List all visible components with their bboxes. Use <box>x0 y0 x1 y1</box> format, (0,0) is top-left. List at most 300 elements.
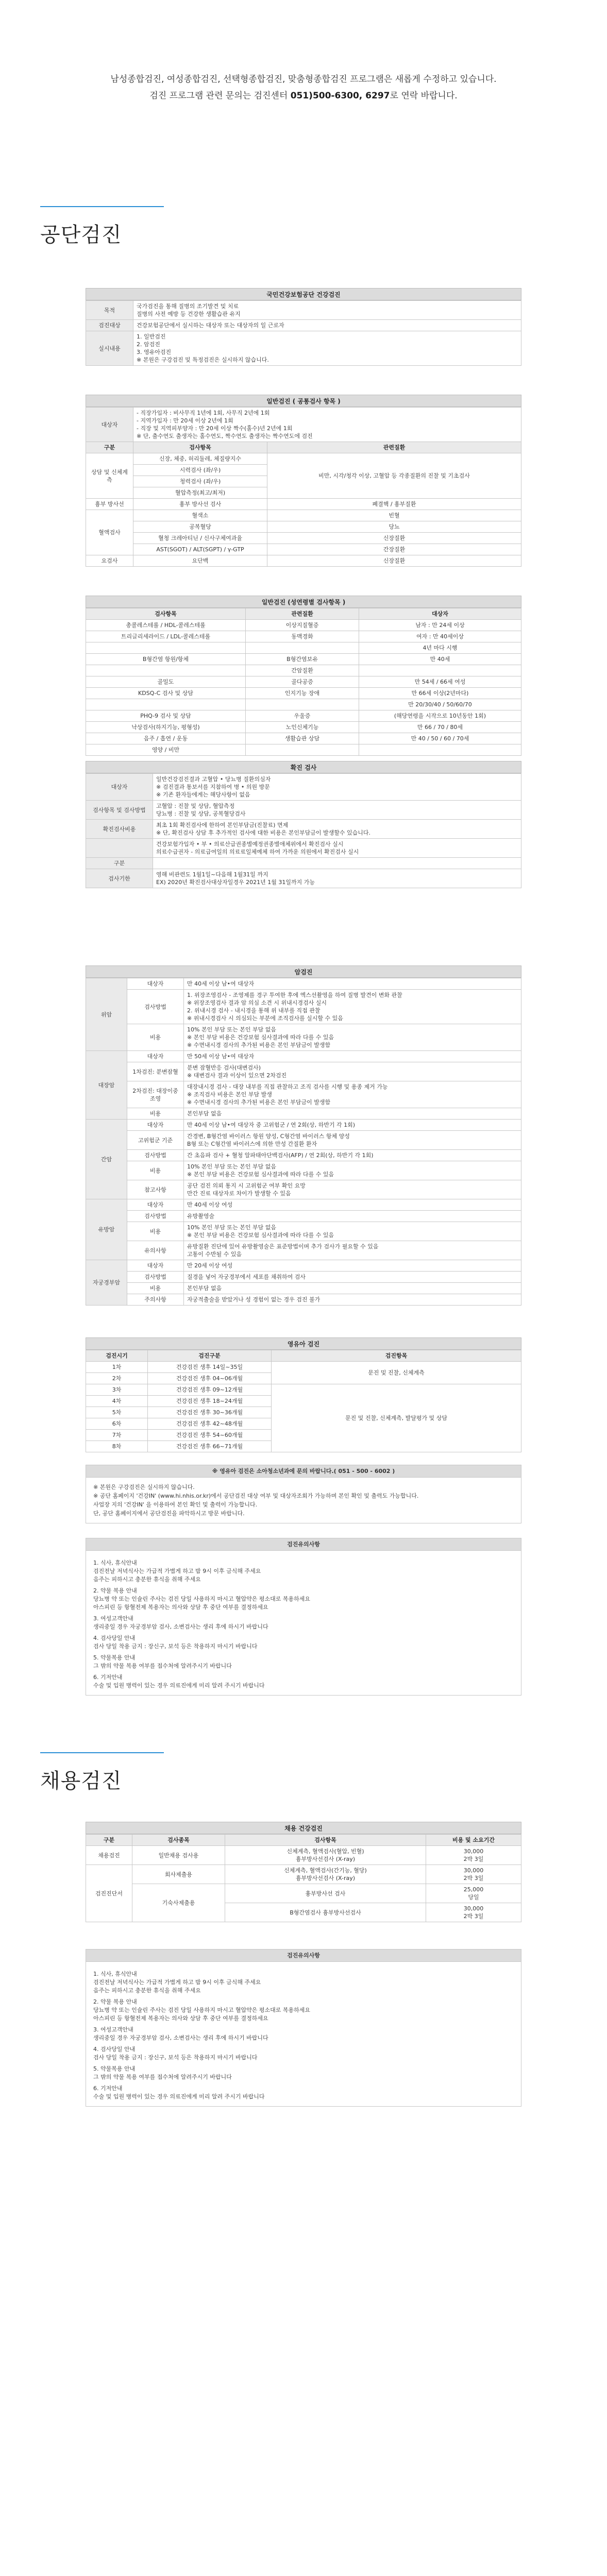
row-line: 간 초음파 검사 + 혈청 알파태아단백검사(AFP) / 연 2회(상, 하반기 각 1회) <box>187 1152 374 1159</box>
table-row: 시력검사 (좌/우) <box>86 465 521 476</box>
row-key: 대상자 <box>127 978 184 990</box>
row-value <box>184 1120 521 1131</box>
section-accent-bar <box>40 1752 164 1753</box>
row-line: 최초 1회 확진검사에 한하여 본인부담금(진찰료) 면제 <box>156 822 289 828</box>
row-value <box>184 978 521 990</box>
table-row <box>86 1051 521 1062</box>
caution-item-text: 검사 당일 착용 금지 : 장신구, 보석 등은 착용하지 마시기 바랍니다 <box>93 2054 258 2061</box>
table-row <box>86 733 521 744</box>
table-row <box>86 688 521 699</box>
row-value <box>184 990 521 1024</box>
caution-item-text: 음주는 피하시고 충분한 휴식을 취해 주세요 <box>93 1576 201 1583</box>
caution-item-text: 아스피린 등 항혈전제 복용자는 의사와 상담 후 중단 여부를 결정하세요 <box>93 1604 268 1611</box>
row-line: 고혈압 : 진찰 및 상담, 혈압측정 <box>156 803 235 809</box>
table-row <box>86 1272 521 1283</box>
table-cell <box>246 642 359 654</box>
table-cell: 만 54세 / 66세 여성 <box>359 676 521 688</box>
row-key: 검사방법 <box>127 1211 184 1222</box>
row-line: ※ 본인 부담 비용은 건강보험 심사결과에 따라 다를 수 있음 <box>187 1171 334 1178</box>
caution-item-heading: 4. 검사당일 안내 <box>93 2046 136 2053</box>
table-row: 상담 및 신체계측 신장, 체중, 허리둘레, 체질량지수 비만, 시각/청각 이상, 고혈압 등 각종질환의 진찰 및 기초검사 <box>86 453 521 465</box>
table-title: 국민건강보험공단 건강검진 <box>86 288 521 300</box>
table-cell: B형간염보유 <box>246 654 359 665</box>
column-header: 검진구분 <box>148 1350 272 1362</box>
column-header: 검사항목 <box>86 608 246 620</box>
caution-box-2 <box>86 1949 521 2107</box>
row-line: 유방촬영술 <box>187 1213 215 1219</box>
table-cell: 골다공증 <box>246 676 359 688</box>
row-line: EX) 2020년 확진검사대상자일경우 2021년 1월 31일까지 가능 <box>156 879 315 886</box>
row-key: 유의사항 <box>127 1241 184 1260</box>
row-value <box>153 801 521 820</box>
row-value <box>184 1062 521 1081</box>
row-line: 10% 본인 부담 또는 본인 부담 없음 <box>187 1224 276 1231</box>
checkup-type: 건강검진 생후 18~24개월 <box>148 1396 272 1407</box>
table-cell <box>86 665 246 676</box>
caution-box-1 <box>86 1538 521 1696</box>
table-title: 영유아 검진 <box>86 1337 521 1350</box>
row-label: 검사기한 <box>86 869 153 888</box>
checkup-items: 문진 및 진찰, 신체계측, 발달평가 및 상담 <box>272 1384 521 1452</box>
table-cell: 여자 : 만 40세이상 <box>359 631 521 642</box>
row-line: ※ 위장조영검사 결과 암 의심 소견 시 위내시경검사 실시 <box>187 999 327 1006</box>
table-row <box>86 1120 521 1131</box>
column-header: 구분 <box>86 442 133 453</box>
disease-anemia: 빈혈 <box>267 510 521 521</box>
table-row <box>86 331 521 366</box>
caution-item-heading: 5. 약물복용 안내 <box>93 1654 136 1661</box>
table-row <box>86 1294 521 1306</box>
table-row <box>86 744 521 756</box>
row-value <box>184 1260 521 1272</box>
table-row <box>86 1283 521 1294</box>
row-line: 10% 본인 부담 또는 본인 부담 없음 <box>187 1163 276 1170</box>
column-header: 검진시기 <box>86 1350 148 1362</box>
row-value: 1. 일반검진 2. 암검진 3. 영유아검진 ※ 본원은 구강검진 및 특정검진은 실시하지 않습니다. <box>133 331 521 366</box>
table-row <box>86 1241 521 1260</box>
column-header: 관련질환 <box>267 442 521 453</box>
table-row: AST(SGOT) / ALT(SGPT) / γ-GTP 간장질환 <box>86 544 521 555</box>
caution-title: 검진유의사항 <box>86 1950 521 1962</box>
row-line: 자궁적출술을 받았거나 성 경험이 없는 경우 검진 불가 <box>187 1296 321 1303</box>
table-row: 검진진단서 회사제출용 신체계측, 혈액검사(간기능, 혈당) 흉부방사선검사 (X-ray) 30,000 2박 3일 <box>86 1865 521 1884</box>
table-cell: 간암질환 <box>246 665 359 676</box>
table-row <box>86 1081 521 1108</box>
table-row <box>86 978 521 990</box>
table-cell: 인지기능 장애 <box>246 688 359 699</box>
table-cell: 생활습관 상담 <box>246 733 359 744</box>
row-line: 만간 진료 대상자로 차이가 발생할 수 있음 <box>187 1190 291 1197</box>
row-line: 유방질환 진단에 있어 유방촬영술은 표준방법이며 추가 검사가 필요할 수 있음 <box>187 1243 379 1250</box>
checkup-type: 건강검진 생후 04~06개월 <box>148 1373 272 1384</box>
table-title: 일반검진 (성연령별 검사항목 ) <box>86 596 521 608</box>
row-line: 영해 비관련도 1월1일~다음해 1월31일 까지 <box>156 871 268 878</box>
caution-item-heading: 1. 식사, 휴식안내 <box>93 1560 137 1566</box>
inquiry-line: ※ 본원은 구강검진은 실시하지 않습니다. <box>93 1484 195 1490</box>
table-row <box>86 642 521 654</box>
column-header: 비용 및 소요기간 <box>426 1835 521 1846</box>
row-line: 만 40세 이상 여성 <box>187 1201 233 1208</box>
row-key: 검사방법 <box>127 990 184 1024</box>
table-cell: 음주 / 흡연 / 운동 <box>86 733 246 744</box>
table-row: 기숙사제출용 흉부방사선 검사 25,000 당일 <box>86 1884 521 1903</box>
table-row <box>86 1199 521 1211</box>
column-header: 검진항목 <box>272 1350 521 1362</box>
checkup-round: 2차 <box>86 1373 148 1384</box>
table-row <box>86 1161 521 1180</box>
table-row <box>86 1131 521 1150</box>
row-line: 건강보험가입자 • 부 • 의료산급권종별예정권종별애체위에서 확진검사 실시 <box>156 841 344 848</box>
caution-item-text: 수술 및 입원 병력이 있는 경우 의료진에게 미리 알려 주시기 바랍니다 <box>93 1682 265 1689</box>
table-row <box>86 1062 521 1081</box>
notice-area <box>0 0 607 104</box>
cancer-type: 간암 <box>86 1120 127 1199</box>
table-title: 암검진 <box>86 965 521 978</box>
table-cell <box>246 744 359 756</box>
table-row <box>86 699 521 710</box>
table-cell: 트리글리세라이드 / LDL-콜레스테롤 <box>86 631 246 642</box>
caution-item-heading: 1. 식사, 휴식안내 <box>93 1971 137 1977</box>
table-row <box>86 858 521 869</box>
row-line: 대장내시경 검사 - 대장 내부를 직접 관찰하고 조직 검사를 시행 및 용종 제거 가능 <box>187 1083 388 1090</box>
table-row <box>86 408 521 442</box>
group-label: 상담 및 신체계측 <box>86 453 133 499</box>
row-value <box>153 774 521 801</box>
row-key: 고위험군 기준 <box>127 1131 184 1150</box>
inquiry-line: 단, 공단 홈페이지에서 공단검진을 파악하시고 방문 바랍니다. <box>93 1510 245 1517</box>
row-line: 간경변, B형간염 바이러스 항원 양성, C형간염 바이러스 항체 양성 <box>187 1133 350 1140</box>
checkup-items: 문진 및 진찰, 신체계측 <box>272 1362 521 1384</box>
table-row: 청력검사 (좌/우) <box>86 476 521 487</box>
inquiry-line: ※ 공단 홈페이지 '건강IN' (www.hi.nhis.or.kr)에서 공단검진 대상 여부 및 대상자조회가 가능하며 본인 확인 및 출력도 가능합니다. <box>93 1493 419 1499</box>
table-title: 확진 검사 <box>86 761 521 773</box>
table-cell: 낙상검사(하지기능, 평형성) <box>86 722 246 733</box>
table-row <box>86 1211 521 1222</box>
table-row: 혈청 크레아티닌 / 신사구체여과율 신장질환 <box>86 533 521 544</box>
table-cell: 만 40 / 50 / 60 / 70세 <box>359 733 521 744</box>
table-row <box>86 631 521 642</box>
row-line: ※ 대변검사 결과 이상이 있으면 2차검진 <box>187 1072 287 1079</box>
column-header: 관련질환 <box>246 608 359 620</box>
table-general-checkup-common <box>86 395 521 567</box>
table-infant-checkup <box>86 1337 521 1452</box>
row-line: ※ 위내시경검사 시 의심되는 부분에 조직검사를 실시할 수 있음 <box>187 1015 343 1022</box>
table-row <box>86 839 521 858</box>
row-line: ※ 단, 확진검사 상담 후 추가적인 검사에 대한 비용은 본인부담금이 발생할수 있습니다. <box>156 829 370 836</box>
section-accent-bar <box>40 206 164 207</box>
caution-item-text: 생리중일 경우 자궁경부암 검사, 소변검사는 생리 후에 하시기 바랍니다 <box>93 2035 268 2041</box>
cancer-type: 위암 <box>86 978 127 1051</box>
row-line: ※ 본인 부담 비용은 건강보험 심사결과에 따라 다를 수 있음 <box>187 1034 334 1041</box>
inquiry-line: 사업장 지의 '건강IN' 을 이용하여 본인 확인 및 출력이 가능합니다. <box>93 1501 258 1508</box>
row-line: 만 40세 이상 남•여 대상자 <box>187 980 255 987</box>
row-key: 검사방법 <box>127 1150 184 1161</box>
table-row <box>86 820 521 839</box>
row-key: 비용 <box>127 1108 184 1120</box>
notice-line-1: 남성종합검진, 여성종합검진, 선택형종합검진, 맞춤형종합검진 프로그램은 새롭게 수정하고 있습니다. <box>110 74 497 84</box>
row-key: 비용 <box>127 1283 184 1294</box>
row-key: 비용 <box>127 1024 184 1051</box>
caution-item-text: 검사 당일 착용 금지 : 장신구, 보석 등은 착용하지 마시기 바랍니다 <box>93 1643 258 1650</box>
table-row: 채용검진 일반채용 검사용 신체계측, 혈액검사(혈압, 빈혈) 흉부방사선검사 (X-ray) 30,000 2박 3일 <box>86 1846 521 1865</box>
checkup-round: 8차 <box>86 1441 148 1452</box>
table-row <box>86 1222 521 1241</box>
table-row: 혈압측정(최고/최저) <box>86 487 521 499</box>
table-row <box>86 722 521 733</box>
row-line: ※ 수면내시경 검사의 추가된 비용은 본인 부담금이 발생함 <box>187 1099 331 1106</box>
checkup-round: 3차 <box>86 1384 148 1396</box>
table-header-row <box>86 1350 521 1362</box>
row-line: 만 50세 이상 남•여 대상자 <box>187 1053 255 1060</box>
caution-item-heading: 3. 여성고객안내 <box>93 2026 133 2033</box>
row-line: ※ 기존 환자들에게는 해당사항이 없음 <box>156 791 250 798</box>
checkup-type: 건강검진 생후 66~71개월 <box>148 1441 272 1452</box>
table-cell: 만 66세 이상(2년마다) <box>359 688 521 699</box>
table-row <box>86 1180 521 1199</box>
row-line: 당뇨병 : 진찰 및 상담, 공복혈당검사 <box>156 810 246 817</box>
caution-item-heading: 4. 검사당일 안내 <box>93 1635 136 1641</box>
row-label: 실시내용 <box>86 331 133 366</box>
inquiry-title: ※ 영유아 검진은 소아청소년과에 문의 바랍니다.( 051 - 500 - 6002 ) <box>86 1465 521 1478</box>
row-value <box>153 869 521 888</box>
row-line: B형 또는 C형간염 바이러스에 의한 만성 간질환 환자 <box>187 1141 317 1147</box>
table-row <box>86 665 521 676</box>
table-cell: PHQ-9 검사 및 상담 <box>86 710 246 722</box>
checkup-round: 6차 <box>86 1418 148 1430</box>
row-key: 검사방법 <box>127 1272 184 1283</box>
table-cell: 영양 / 비만 <box>86 744 246 756</box>
caution-item-heading: 6. 기저안내 <box>93 2085 123 2092</box>
table-row <box>86 320 521 331</box>
table-row <box>86 1150 521 1161</box>
column-header: 구분 <box>86 1835 132 1846</box>
table-header-row <box>86 608 521 620</box>
caution-item-heading: 3. 여성고객안내 <box>93 1615 133 1622</box>
caution-item-text: 검진전날 저녁식사는 가급적 가볍게 하고 밤 9시 이후 금식해 주세요 <box>93 1568 261 1574</box>
table-cell <box>359 665 521 676</box>
row-label: 검사항목 및 검사방법 <box>86 801 153 820</box>
table-row <box>86 654 521 665</box>
checkup-type: 건강검진 생후 09~12개월 <box>148 1384 272 1396</box>
checkup-type: 건강검진 생후 54~60개월 <box>148 1430 272 1441</box>
table-cell: 남자 : 만 24세 이상 <box>359 620 521 631</box>
table-cell: KDSQ-C 검사 및 상담 <box>86 688 246 699</box>
row-key: 참고사항 <box>127 1180 184 1199</box>
section-head-hiring <box>40 1752 607 1794</box>
caution-item-text: 그 밖의 약물 복용 여부를 접수처에 알려주시기 바랍니다 <box>93 1663 232 1669</box>
disease-liver: 간장질환 <box>267 544 521 555</box>
row-key: 비용 <box>127 1222 184 1241</box>
table-cell: B형간염 항원/항체 <box>86 654 246 665</box>
table-cell <box>246 699 359 710</box>
row-value <box>184 1131 521 1150</box>
row-line: 본인부담 없음 <box>187 1110 222 1117</box>
checkup-round: 4차 <box>86 1396 148 1407</box>
table-cell: 만 20/30/40 / 50/60/70 <box>359 699 521 710</box>
row-label: 구분 <box>86 858 153 869</box>
related-disease: 비만, 시각/청각 이상, 고혈압 등 각종질환의 진찰 및 기초검사 <box>267 453 521 499</box>
row-label: 대상자 <box>86 774 153 801</box>
column-header: 검사항목 <box>225 1835 426 1846</box>
table-cell <box>359 744 521 756</box>
row-value: 건강보험공단에서 실시하는 대상자 또는 대상자의 일 근로자 <box>133 320 521 331</box>
row-value: 국가검진을 통해 질병의 조기발견 및 치료 질병의 사전 예방 등 건강한 생활습관 유지 <box>133 301 521 320</box>
table-title: 일반검진 ( 공통검사 항목 ) <box>86 395 521 407</box>
row-line: 만 40세 이상 남•여 대상자 중 고위험군 / 연 2회(상, 하반기 각 1회) <box>187 1122 355 1128</box>
row-value <box>184 1024 521 1051</box>
table-row: B형간염검사 흉부방사선검사 30,000 2박 3일 <box>86 1903 521 1922</box>
column-header: 검사항목 <box>133 442 267 453</box>
table-row <box>86 774 521 801</box>
checkup-round: 1차 <box>86 1362 148 1373</box>
section-title-public: 공단검진 <box>40 223 122 247</box>
row-line: 의료수급권자 - 의료급여일의 의료료일체예체 하여 가까운 의원에서 확진검사 실시 <box>156 849 359 855</box>
disease-diabetes: 당뇨 <box>267 521 521 533</box>
row-label: 검진대상 <box>86 320 133 331</box>
table-row <box>86 676 521 688</box>
caution-item-text: 음주는 피하시고 충분한 휴식을 취해 주세요 <box>93 1987 201 1994</box>
table-cell <box>86 699 246 710</box>
table-cell: 총콜레스테롤 / HDL-콜레스테롤 <box>86 620 246 631</box>
row-label: 대상자 <box>86 408 133 442</box>
table-cell: 동맥경화 <box>246 631 359 642</box>
table-row: 흉부 방사선 흉부 방사선 검사 폐결핵 / 흉부질환 <box>86 499 521 510</box>
caution-item-text: 그 밖의 약물 복용 여부를 접수처에 알려주시기 바랍니다 <box>93 2074 232 2080</box>
table-row: 공복혈당 당뇨 <box>86 521 521 533</box>
row-key: 2차검진: 대장이중조영 <box>127 1081 184 1108</box>
table-row <box>86 620 521 631</box>
table-header-row <box>86 442 521 453</box>
table-row <box>86 1362 521 1373</box>
column-header: 검사종목 <box>132 1835 225 1846</box>
row-value <box>184 1161 521 1180</box>
table-cell: 골밀도 <box>86 676 246 688</box>
row-key: 주의사항 <box>127 1294 184 1306</box>
row-value <box>184 1150 521 1161</box>
row-value <box>184 1222 521 1241</box>
table-general-checkup-age <box>86 596 521 756</box>
caution-item-text: 당뇨병 약 또는 인슐린 주사는 검진 당일 사용하지 마시고 혈압약은 평소대로 복용하세요 <box>93 2007 310 2013</box>
checkup-round: 5차 <box>86 1407 148 1418</box>
row-line: 고통이 수반될 수 있음 <box>187 1251 242 1258</box>
row-line: 질경을 넣어 자궁경부에서 세포를 채취하여 검사 <box>187 1274 306 1280</box>
inquiry-box <box>86 1465 521 1523</box>
caution-item-text: 아스피린 등 항혈전제 복용자는 의사와 상담 후 중단 여부를 결정하세요 <box>93 2015 268 2022</box>
row-line: ※ 수면내시경 검사의 추가된 비용은 본인 부담금이 발생함 <box>187 1042 331 1048</box>
cancer-type: 자궁경부암 <box>86 1260 127 1306</box>
caution-item-heading: 6. 기저안내 <box>93 1674 123 1681</box>
table-row <box>86 1260 521 1272</box>
row-value <box>184 1241 521 1260</box>
table-nhis-checkup <box>86 288 521 366</box>
table-row <box>86 869 521 888</box>
row-line: 일반건강검진결과 고혈압 • 당뇨병 질환의심자 <box>156 776 271 783</box>
table-row <box>86 801 521 820</box>
column-header: 대상자 <box>359 608 521 620</box>
row-value <box>184 1051 521 1062</box>
disease-kidney: 신장질환 <box>267 533 521 544</box>
checkup-type: 건강검진 생후 14일~35일 <box>148 1362 272 1373</box>
table-cell: 노인신체기능 <box>246 722 359 733</box>
row-key: 1차검진: 분변잠혈 <box>127 1062 184 1081</box>
row-line: ※ 검진결과 통보서를 지참하여 병 • 의원 방문 <box>156 784 270 790</box>
table-cell: 이상지질혈증 <box>246 620 359 631</box>
table-cell: 우울증 <box>246 710 359 722</box>
row-label <box>86 839 153 858</box>
row-key: 대상자 <box>127 1120 184 1131</box>
table-header-row <box>86 1835 521 1846</box>
table-row: 혈액검사 혈색소 빈혈 <box>86 510 521 521</box>
table-hiring-checkup <box>86 1822 521 1922</box>
caution-item-heading: 5. 약물복용 안내 <box>93 2065 136 2072</box>
row-line: 분변 잠혈반응 검사(대변검사) <box>187 1064 261 1071</box>
row-line: 만 20세 이상 여성 <box>187 1262 233 1269</box>
row-line: 10% 본인 부담 또는 본인 부담 없음 <box>187 1026 276 1033</box>
table-cancer-checkup <box>86 965 521 1306</box>
table-row <box>86 1384 521 1396</box>
row-value <box>184 1180 521 1199</box>
checkup-round: 7차 <box>86 1430 148 1441</box>
caution-item-text: 당뇨병 약 또는 인슐린 주사는 검진 당일 사용하지 마시고 혈압약은 평소대로 복용하세요 <box>93 1596 310 1602</box>
table-cell: 만 66 / 70 / 80세 <box>359 722 521 733</box>
section-head-public <box>40 206 607 248</box>
row-label: 목적 <box>86 301 133 320</box>
row-value <box>184 1283 521 1294</box>
table-row <box>86 990 521 1024</box>
row-value <box>153 858 521 869</box>
row-value: - 직장가입자 : 비사무직 1년에 1회, 사무직 2년에 1회 - 지역가입자 : 만 20세 이상 2년에 1회 - 직장 및 지역피부양자 : 만 20세 이상 짝수(홀수)년 2년에 1회 ※ 단, 출수연도 출생자는 홀수연도, 짝수연도 출생자는 짝수연도에 검진 <box>133 408 521 442</box>
notice-line-2 <box>0 88 607 104</box>
row-line: ※ 본인 부담 비용은 건강보험 심사결과에 따라 다를 수 있음 <box>187 1232 334 1239</box>
table-cell: 만 40세 <box>359 654 521 665</box>
row-key: 비용 <box>127 1161 184 1180</box>
checkup-type: 건강검진 생후 30~36개월 <box>148 1407 272 1418</box>
caution-item-text: 수술 및 입원 병력이 있는 경우 의료진에게 미리 알려 주시기 바랍니다 <box>93 2093 265 2100</box>
table-row <box>86 301 521 320</box>
row-value <box>184 1294 521 1306</box>
table-row <box>86 1108 521 1120</box>
table-row <box>86 1024 521 1051</box>
row-line: ※ 조직검사 비용은 본인 부담 발생 <box>187 1091 272 1098</box>
caution-item-text: 검진전날 저녁식사는 가급적 가볍게 하고 밤 9시 이후 금식해 주세요 <box>93 1979 261 1986</box>
table-cell <box>86 642 246 654</box>
notice-phone: 051)500-6300, 6297 <box>290 91 390 101</box>
section-title-hiring: 채용검진 <box>40 1769 122 1793</box>
table-confirm-test <box>86 761 521 888</box>
row-line: 1. 위장조영검사 - 조영제를 경구 투여한 후에 엑스선촬영을 하여 질병 발견이 변화 관찰 <box>187 992 402 998</box>
table-title: 채용 건강검진 <box>86 1822 521 1834</box>
caution-item-heading: 2. 약물 복용 안내 <box>93 1998 137 2005</box>
row-key: 대상자 <box>127 1051 184 1062</box>
cancer-type: 대장암 <box>86 1051 127 1120</box>
caution-item-text: 생리중일 경우 자궁경부암 검사, 소변검사는 생리 후에 하시기 바랍니다 <box>93 1623 268 1630</box>
notice-line-2-suffix: 로 연락 바랍니다. <box>390 91 458 101</box>
row-value <box>184 1081 521 1108</box>
row-value <box>184 1211 521 1222</box>
row-line: 2. 위내시경 검사 - 내시경을 통해 위 내부를 직접 관찰 <box>187 1007 321 1014</box>
row-label: 확진검사비용 <box>86 820 153 839</box>
row-value <box>153 820 521 839</box>
checkup-type: 건강검진 생후 42~48개월 <box>148 1418 272 1430</box>
row-value <box>184 1108 521 1120</box>
caution-item-heading: 2. 약물 복용 안내 <box>93 1587 137 1594</box>
row-key: 대상자 <box>127 1260 184 1272</box>
table-cell: 4년 마다 시행 <box>359 642 521 654</box>
row-value <box>184 1199 521 1211</box>
row-key: 대상자 <box>127 1199 184 1211</box>
row-line: 공단 검진 의뢰 통지 시 고위험군 여부 확인 요망 <box>187 1182 306 1189</box>
row-value <box>153 839 521 858</box>
